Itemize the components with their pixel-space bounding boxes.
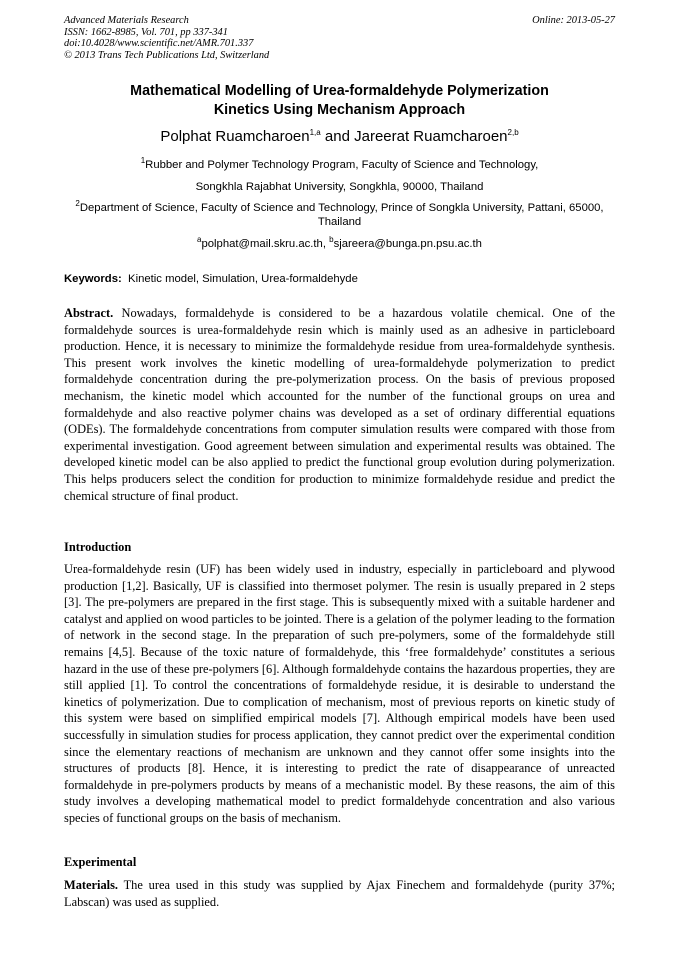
introduction-heading: Introduction [64, 540, 132, 554]
author-1-sup: 1,a [309, 128, 321, 137]
title-line-2: Kinetics Using Mechanism Approach [213, 102, 466, 118]
email-a-sup: a [197, 235, 202, 245]
introduction-text: Urea-formaldehyde resin (UF) has been widely used in industry, especially in particleboard and plywood production [1,2]. Basically, UF is classified into thermoset polymer. The resin is usually prepared in 2 steps [3]. The pre-polymers are prepared in the first stage. This is subsequently mixed with a suitable hardener and catalyst and applied on wood particles to be jointed. There is a gelation of the polymer leading to the formation of network in the second stage. In the preparation of such pre-polymers, some of the formaldehyde still remains [4,5]. Because of the toxic nature of formaldehyde, this ‘free formaldehyde’ constitutes a serious hazard in the use of these pre-polymers [6]. Although formaldehyde contains the hazardous properties, they are still applied [1]. To control the concentrations of formaldehyde residue, it is desirable to understand the kinetics of polymerization. Due to complication of mechanism, most of previous reports on kinetic study of this system were based on simplified empirical models [7]. Although empirical models have been used successfully in simulation studies for process application, they cannot predict over the experimental condition since the elementary reactions of mechanism are unknown and they cannot offer some insights into the structures of products [8]. Hence, it is interesting to predict the rate of disappearance of unreacted formaldehyde in pre-polymers products by means of a mechanistic model. By these reasons, the aim of this study involves a developing mathematical model to predict formaldehyde concentration and also various species of functional groups on the basis of mechanism. [64, 562, 615, 825]
doi: doi:10.4028/www.scientific.net/AMR.701.337 [64, 38, 254, 49]
affiliation-2: $^2$Department of Science, Faculty of Science and Technology, Prince of Songkla University, Pattani, 65000, Thailand [75, 199, 604, 228]
experimental-heading: Experimental [64, 855, 137, 869]
journal-header [64, 15, 269, 61]
author-and: and [324, 128, 350, 145]
email-a: polphat@mail.skru.ac.th, [201, 238, 326, 250]
keywords [64, 273, 358, 285]
affiliation-1-line-2: Songkhla Rajabhat University, Songkhla, 90000, Thailand [195, 181, 484, 193]
keywords-text: Kinetic model, Simulation, Urea-formaldehyde [128, 273, 358, 285]
abstract [64, 305, 615, 504]
affiliation-1-sup: 1 [140, 156, 146, 166]
abstract-text: Nowadays, formaldehyde is considered to be a hazardous volatile chemical. One of the formaldehyde sources is urea-formaldehyde resin which is mainly used as an adhesive in particleboard production. Hence, it is necessary to minimize the formaldehyde residue from urea-formaldehyde synthesis. This present work involves the kinetic modelling of urea-formaldehyde polymerization to predict formaldehyde concentration during the pre-polymerization process. On the basis of previous proposed mechanism, the kinetic model which accounted for the number of the functional groups on urea and formaldehyde and also reactive polymer chains was developed as a set of ordinary differential equations (ODEs). The formaldehyde concentrations from computer simulation results were compared with those from experimental investigation. Good agreement between simulation and experimental results was obtained. The developed kinetic model can be also applied to predict the functional group evolution during polymerization. This helps producers select the condition for production to minimize formaldehyde residue and predict the chemical structure of final product. [64, 306, 615, 503]
title-line-1: Mathematical Modelling of Urea-formaldehyde Polymerization [130, 83, 549, 99]
abstract-label: Abstract. [64, 306, 114, 320]
online-date: Online: 2013-05-27 [532, 15, 615, 26]
email-b: sjareera@bunga.pn.psu.ac.th [333, 238, 482, 250]
copyright: © 2013 Trans Tech Publications Ltd, Switzerland [64, 49, 270, 61]
affiliation-1-line-1: $^1$Rubber and Polymer Technology Program, Faculty of Science and Technology, [140, 156, 539, 171]
keywords-label: Keywords: [64, 273, 122, 285]
email-line [64, 237, 615, 251]
authors [64, 128, 615, 146]
issn: ISSN: 1662-8985, Vol. 701, pp 337-341 [64, 26, 228, 38]
author-2-sup: 2,b [507, 128, 519, 137]
materials-text: The urea used in this study was supplied by Ajax Finechem and formaldehyde (purity 37%; Labscan) was used as supplied. [64, 878, 615, 909]
author-1: Polphat Ruamcharoen [160, 128, 310, 145]
materials-label: Materials. [64, 878, 119, 892]
paper-title [64, 82, 615, 120]
email-b-sup: b [329, 235, 334, 245]
affiliation-2-sup: 2 [75, 199, 80, 209]
journal-name: Advanced Materials Research [64, 15, 189, 26]
author-2: Jareerat Ruamcharoen [354, 128, 508, 145]
materials-paragraph [64, 877, 615, 910]
